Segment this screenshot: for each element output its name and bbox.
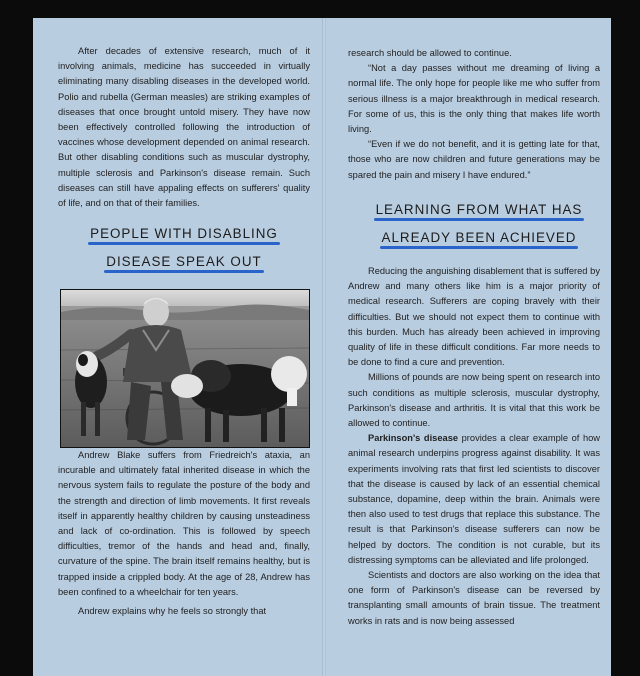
photo-illustration — [61, 290, 309, 447]
left-heading — [58, 226, 310, 272]
right-column — [348, 46, 600, 183]
left-column — [58, 44, 310, 211]
heading-line-2: ALREADY BEEN ACHIEVED — [382, 230, 577, 248]
intro-paragraph: After decades of extensive research, much of it involving animals, medicine has succeeded in virtually eliminating many disabling diseases in the developed world. Polio and rubella (German measles) are striking examples of diseases that once brought untold misery. They have now been effectively controlled following the introduction of vaccines whose development depended on animal research. But other disabling conditions such as muscular dystrophy, multiple sclerosis and Parkinson's disease remain. Such diseases can still have appaling effects on sufferers' quality of life, and on that of their families. — [58, 46, 310, 209]
millions-paragraph: Millions of pounds are now being spent on research into such conditions as multiple sclerosis, muscular dystrophy, Parkinson's disease and arthritis. It is vital that this work be allowed to continue. — [348, 372, 600, 429]
parkinsons-paragraph — [348, 431, 600, 568]
quote-paragraph-2: “Even if we do not benefit, and it is getting late for that, those who are now children and future generations may be spared the pain and misery I have endured.” — [348, 139, 600, 180]
quote-paragraph-1: “Not a day passes without me dreaming of living a normal life. The only hope for people like me who suffer from serious illness is a major breakthrough in medical research. For some of us, this is the only thing that makes life worth living. — [348, 63, 600, 135]
parkinsons-bold-term: Parkinson's disease — [368, 433, 459, 444]
reducing-paragraph: Reducing the anguishing disablement that is suffered by Andrew and many others like him is a major priority of medical research. Sufferers are coping bravely with their difficulties. But we should not expect them to continue with this burden. Much has already been achieved in improving quality of life in these difficult conditions. Far more needs to be done to find a cure and prevention. — [348, 266, 600, 368]
andrew-paragraph: Andrew Blake suffers from Friedreich's ataxia, an incurable and ultimately fatal inherited disease in which the nervous system fails to regulate the posture of the body and the strength and direction of limb movements. It first reveals itself in apparently healthy children by causing unsteadiness and lack of co-ordination. This is followed by speech difficulties, tremor of the hands and head and, finally, curvature of the spine. The brain itself remains healthy, but is trapped inside a crippled body. At the age of 28, Andrew has been confined to a wheelchair for ten years. — [58, 450, 310, 597]
scientists-paragraph: Scientists and doctors are also working on the idea that one form of Parkinson's disease can be reversed by transplanting small amounts of brain tissue. The treatment works in rats and is now being assessed — [348, 570, 600, 626]
heading-line-2: DISEASE SPEAK OUT — [106, 254, 261, 272]
left-column-lower — [58, 448, 310, 619]
continuation-text: research should be allowed to continue. — [348, 48, 512, 58]
heading-line-1: LEARNING FROM WHAT HAS — [376, 202, 583, 220]
parkinsons-text: provides a clear example of how animal research underpins progress against disability. It was experiments involving rats that first led scientists to discover that the disease is caused by lack of an essential chemical substance, dopamine, deep within the brain. Animals were then also used to test drugs that replace this substance. The result is that Parkinson's disease sufferers can now be helped by doctors. The condition is not curable, but its distressing symptoms can be alleviated and life prolonged. — [348, 433, 600, 565]
right-column-lower — [348, 264, 600, 629]
andrew-photo — [60, 289, 310, 448]
explains-paragraph: Andrew explains why he feels so strongly that — [78, 606, 267, 617]
heading-line-1: PEOPLE WITH DISABLING — [90, 226, 278, 244]
right-heading — [348, 202, 610, 248]
center-fold — [322, 18, 326, 676]
